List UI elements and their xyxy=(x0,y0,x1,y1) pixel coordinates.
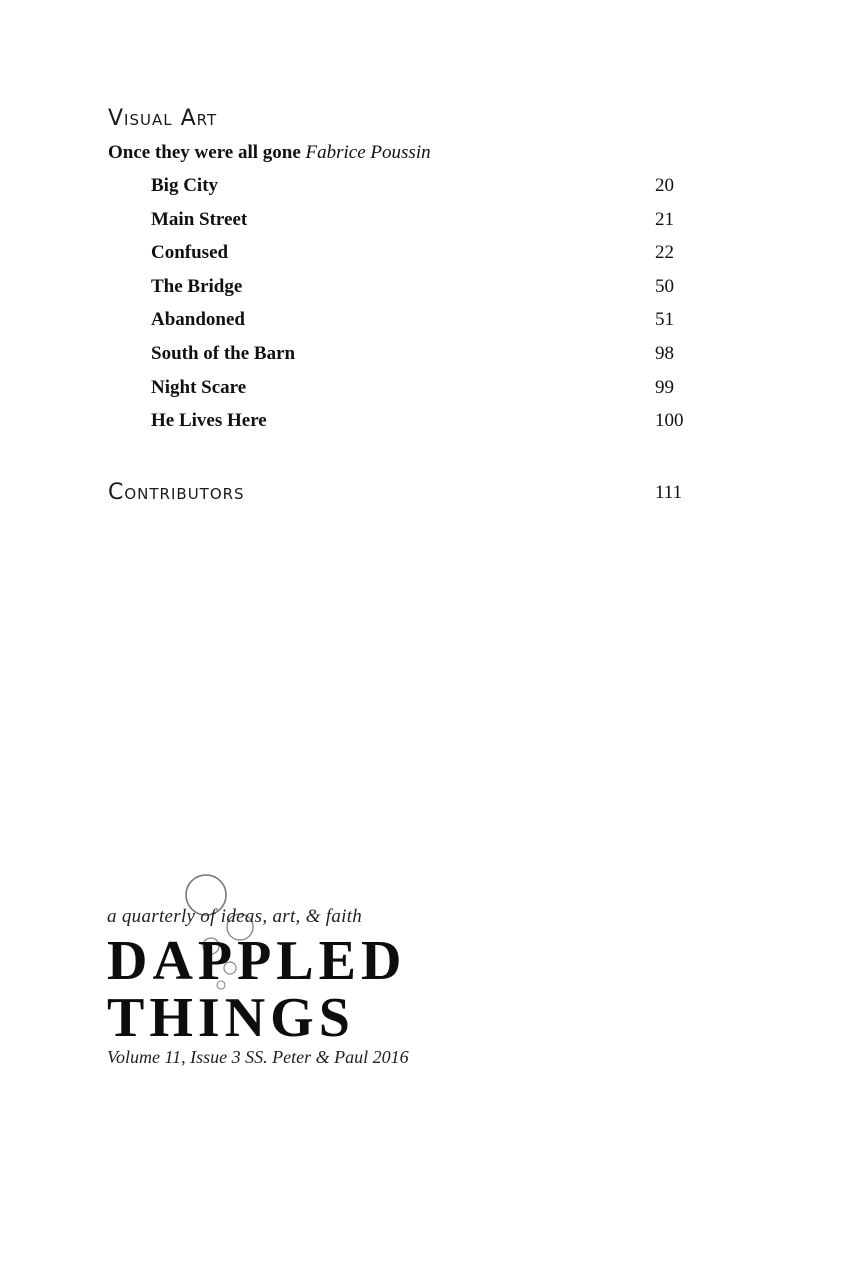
contributors-page-number: 111 xyxy=(655,482,683,503)
toc-entry-title: The Bridge xyxy=(151,275,243,297)
volume-issue-line: Volume 11, Issue 3 SS. Peter & Paul 2016 xyxy=(107,1047,409,1067)
toc-entry-title: Big City xyxy=(151,175,219,196)
toc-entry-title: Night Scare xyxy=(151,376,247,398)
toc-entry xyxy=(151,242,711,276)
toc-entry xyxy=(151,410,711,444)
toc-entry-page: 100 xyxy=(655,410,684,432)
toc-entry xyxy=(151,343,711,377)
toc-entry-page: 22 xyxy=(655,242,674,264)
toc-entry-title: Confused xyxy=(151,242,229,264)
toc-entry-title: Abandoned xyxy=(151,309,245,331)
series-artist: Fabrice Poussin xyxy=(305,142,431,163)
section-heading-visual-art: Visual Art xyxy=(108,106,218,131)
masthead-tagline: a quarterly of ideas, art, & faith xyxy=(107,906,363,927)
toc-entry xyxy=(151,377,711,411)
toc-entry-title: He Lives Here xyxy=(151,410,267,432)
section-heading-contributors: Contributors xyxy=(108,480,245,505)
toc-list xyxy=(151,175,711,444)
masthead xyxy=(107,870,527,1080)
toc-entry-page: 20 xyxy=(655,175,674,196)
toc-entry-page: 98 xyxy=(655,342,674,364)
toc-entry xyxy=(151,209,711,243)
series-line xyxy=(108,142,431,164)
toc-entry-title: Main Street xyxy=(151,208,248,230)
toc-entry-title: South of the Barn xyxy=(151,342,296,364)
toc-entry-page: 50 xyxy=(655,275,674,297)
toc-entry-page: 21 xyxy=(655,208,674,230)
toc-entry-page: 51 xyxy=(655,309,674,331)
toc-entry xyxy=(151,309,711,343)
toc-entry xyxy=(151,175,711,209)
series-title: Once they were all gone xyxy=(108,142,301,163)
toc-entry-page: 99 xyxy=(655,376,674,398)
masthead-title-line-2: THINGS xyxy=(107,987,355,1049)
masthead-title-line-1: DAPPLED xyxy=(107,930,407,992)
toc-entry xyxy=(151,276,711,310)
